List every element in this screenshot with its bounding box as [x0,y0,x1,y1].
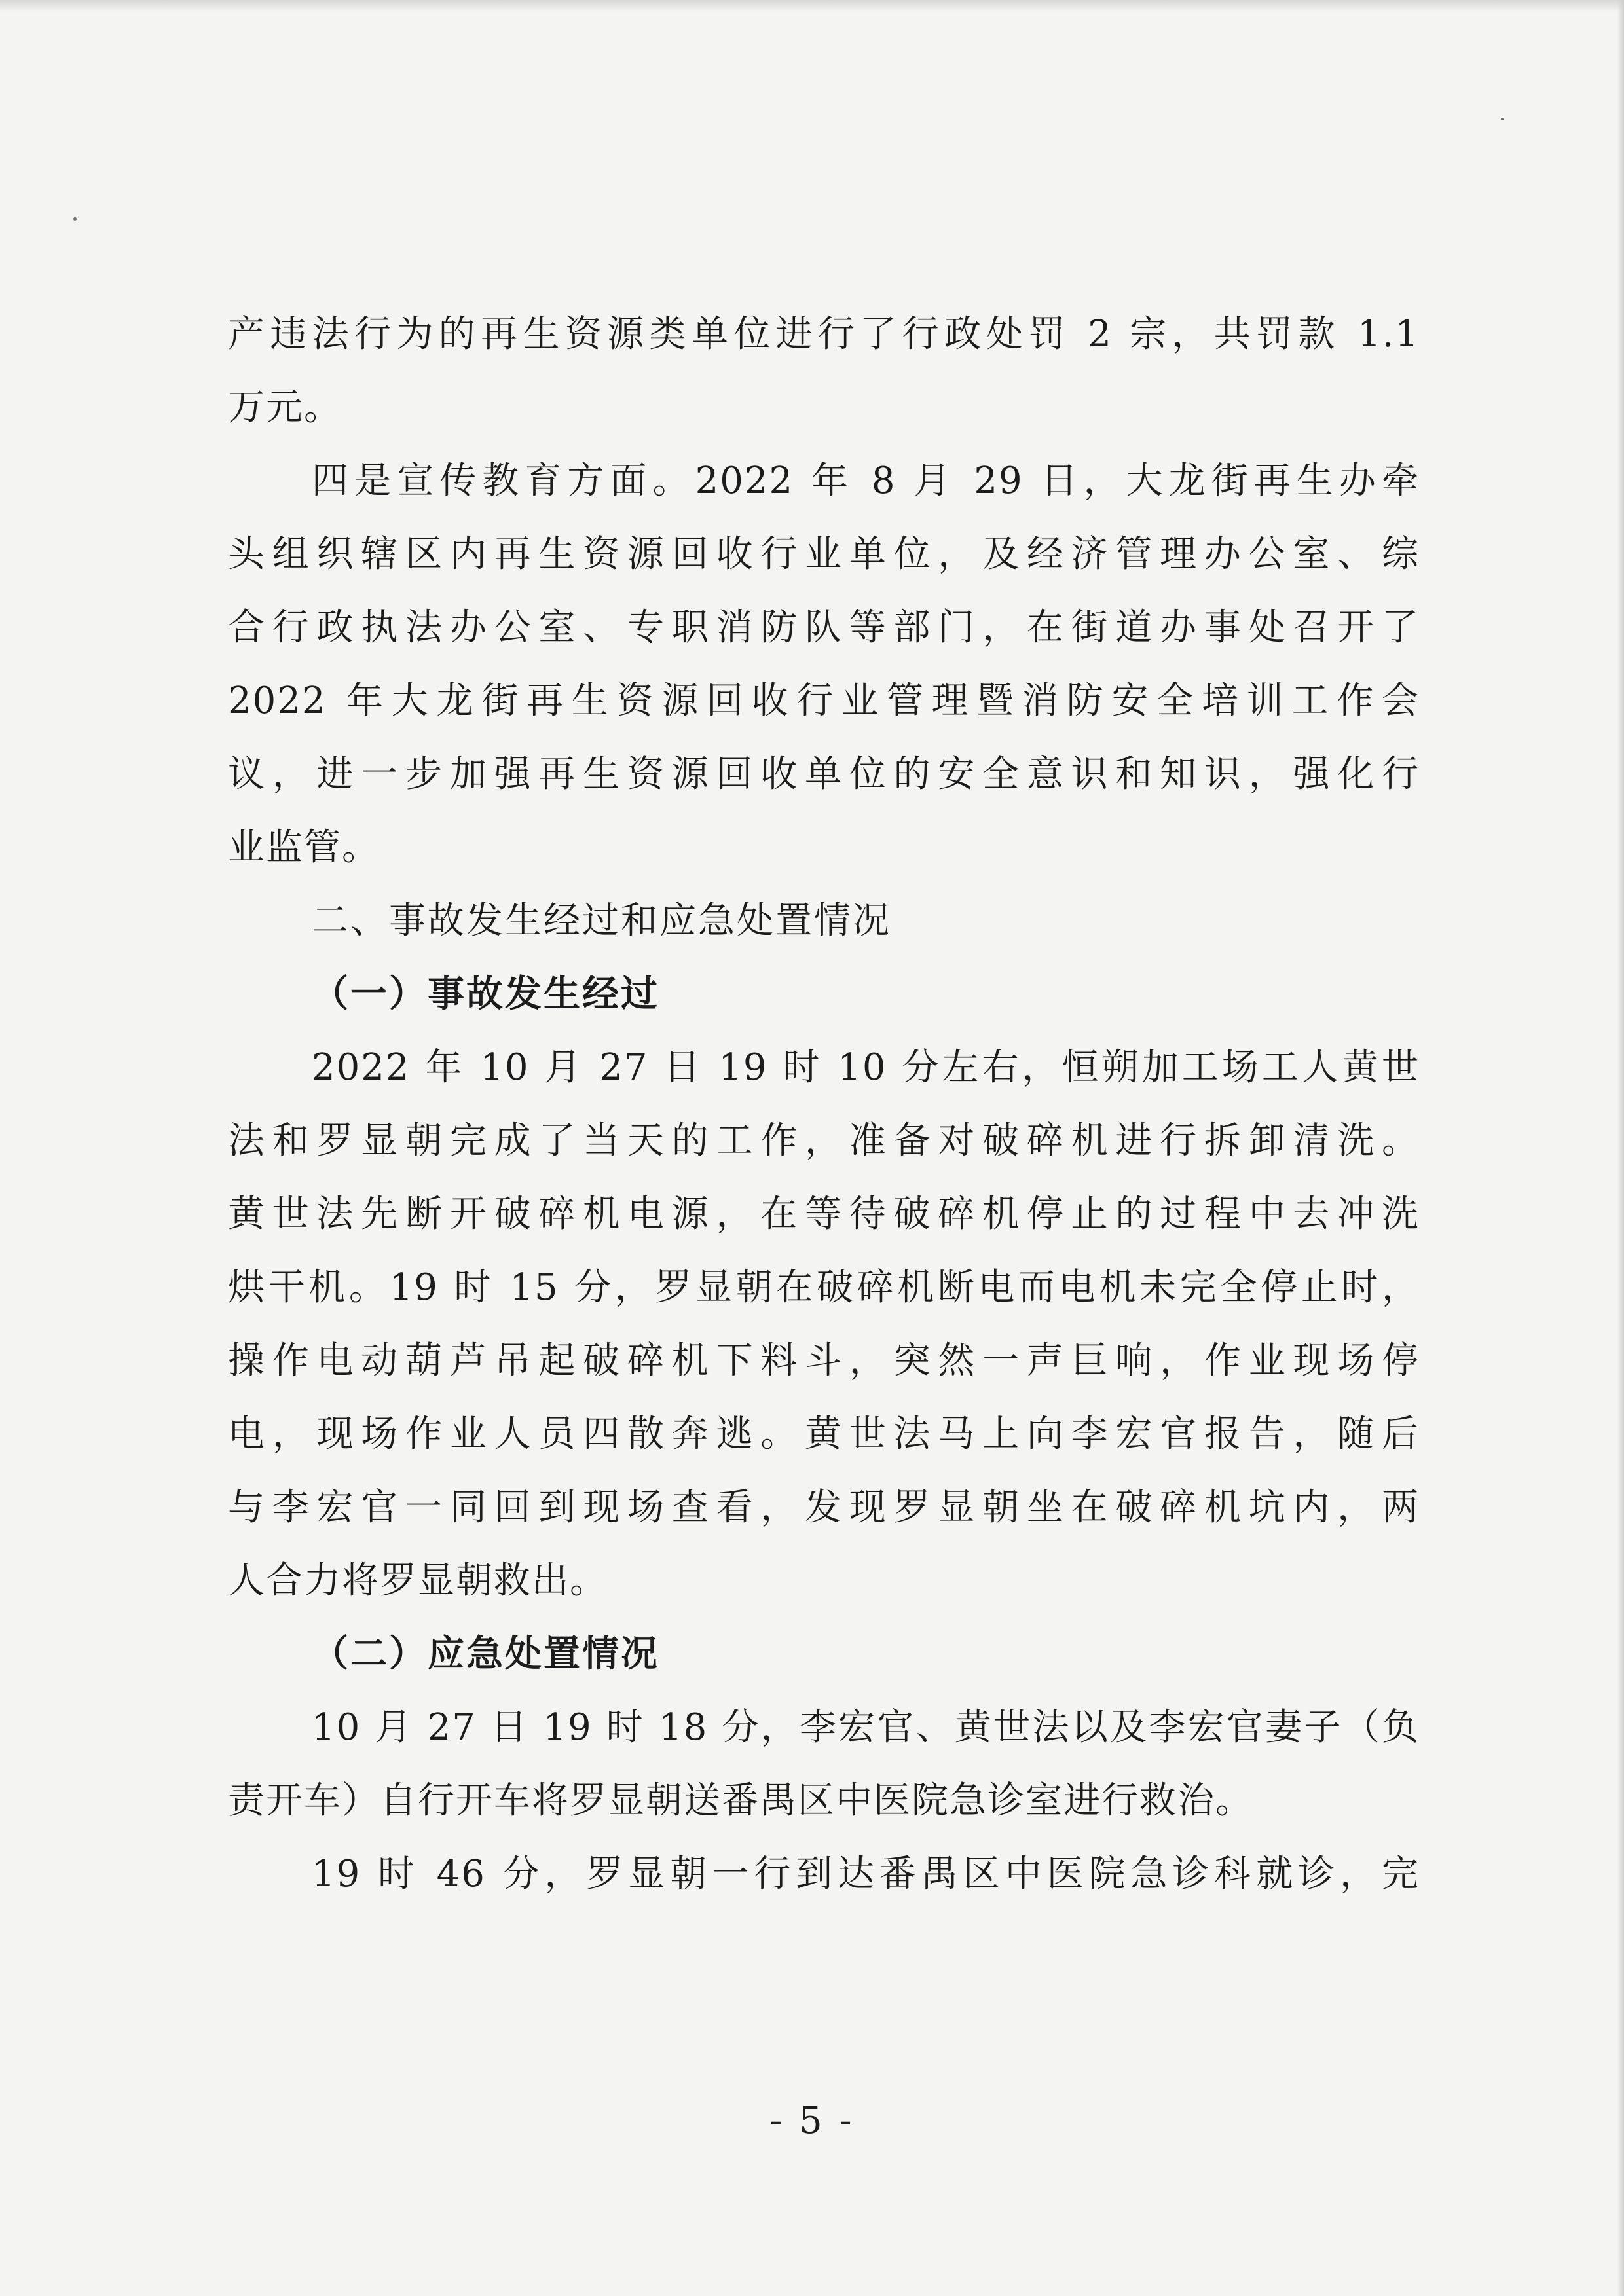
sub-heading: （二）应急处置情况 [312,1633,659,1675]
body-line: 与李宏官一同回到现场查看，发现罗显朝坐在破碎机坑内，两 [228,1486,1420,1529]
body-line: 电，现场作业人员四散奔逃。黄世法马上向李宏官报告，随后 [228,1413,1420,1455]
body-line: 头组织辖区内再生资源回收行业单位，及经济管理办公室、综 [228,533,1420,575]
body-line: 业监管。 [228,826,380,869]
body-line: 人合力将罗显朝救出。 [228,1559,608,1602]
page-number: - 5 - [769,2100,855,2142]
body-line: 法和罗显朝完成了当天的工作，准备对破碎机进行拆卸清洗。 [228,1120,1420,1162]
sub-heading: （一）事故发生经过 [312,973,659,1015]
scan-speck [73,217,77,221]
body-line: 万元。 [228,386,342,429]
body-line: 责开车）自行开车将罗显朝送番禺区中医院急诊室进行救治。 [228,1779,1253,1822]
body-line: 议，进一步加强再生资源回收单位的安全意识和知识，强化行 [228,753,1420,795]
body-line: 操作电动葫芦吊起破碎机下料斗，突然一声巨响，作业现场停 [228,1339,1420,1382]
body-line: 19 时 46 分，罗显朝一行到达番禺区中医院急诊科就诊，完 [312,1853,1420,1895]
body-line: 10 月 27 日 19 时 18 分，李宏官、黄世法以及李宏官妻子（负 [312,1706,1420,1749]
scan-edge-top [0,0,1624,12]
body-line: 2022 年大龙街再生资源回收行业管理暨消防安全培训工作会 [228,680,1420,722]
document-body [228,298,1420,1911]
scan-speck [1501,118,1504,120]
body-line: 黄世法先断开破碎机电源，在等待破碎机停止的过程中去冲洗 [228,1193,1420,1235]
body-line: 产违法行为的再生资源类单位进行了行政处罚 2 宗，共罚款 1.1 [228,313,1420,355]
body-line: 四是宣传教育方面。2022 年 8 月 29 日，大龙街再生办牵 [312,460,1420,502]
body-line: 合行政执法办公室、专职消防队等部门，在街道办事处召开了 [228,606,1420,649]
body-line: 2022 年 10 月 27 日 19 时 10 分左右，恒朔加工场工人黄世 [312,1046,1420,1089]
body-line: 烘干机。19 时 15 分，罗显朝在破碎机断电而电机未完全停止时， [228,1266,1420,1309]
scan-edge-right [1617,0,1624,2296]
section-heading: 二、事故发生经过和应急处置情况 [312,900,891,942]
